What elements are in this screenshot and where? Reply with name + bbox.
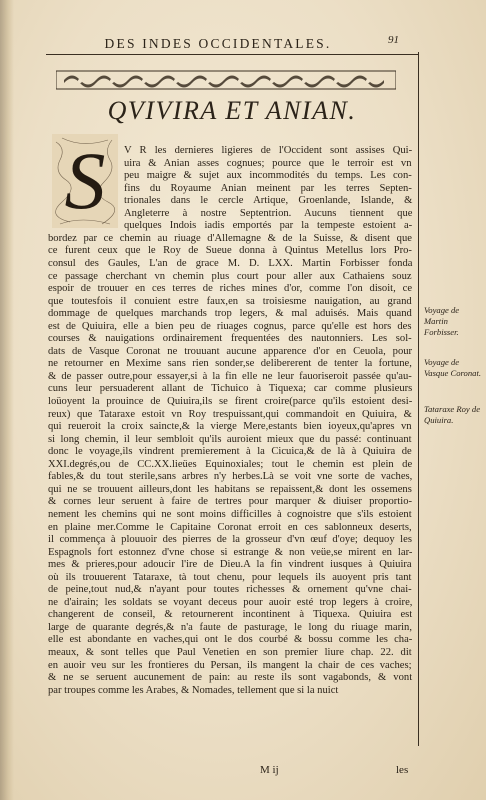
text-line: quelques Indois iadis emportés par la tempeste estoient a- (124, 220, 413, 232)
running-head: DES INDES OCCIDENTALES. (104, 36, 332, 51)
catchword: les (396, 764, 409, 776)
text-line: ce passage cherchant vn chemin plus court pour aller aux Cathaiens souz (48, 270, 412, 282)
text-line: XXI.degrés,ou de CC.XX.lieües Equinoxiales; tout le chemin est plein de (48, 458, 413, 470)
text-line: loüoyent la prouince de Quiuira,ils se firent croire(parce qu'ils estoient desi- (48, 396, 413, 407)
text-line: fins du Royaume Anian meinent par les terres Septen- (124, 182, 412, 194)
text-line: bordez par ce chemin au riuage d'Allemagne & de la Suisse, & disent que (48, 232, 412, 244)
text-line: large de quarante degrés,& n'a faute de pasturage, le long du riuage marin, (48, 621, 412, 633)
text-line: en plaine mer.Comme le Capitaine Coronat erroit en ces sablonneux deserts, (48, 521, 412, 533)
text-line: nement les chemins qui ne sont moins difficilles à cognoistre que s'ils estoient (48, 508, 412, 520)
text-line: en auoir veu sur les frontieres du Persan, ils mangent la chair de ces vaches; (48, 659, 412, 671)
text-line: & cornes leur seruent à faire de tertres pour marquer & diuiser proportio- (48, 496, 413, 508)
text-line: fables,& du tout sterile,sans arbres n'y herbes.Là se voit vne sorte de vaches, (48, 471, 413, 483)
chapter-title: QVIVIRA ET ANIAN. (107, 96, 357, 125)
text-line: espoir de trouuer en ces terres de riches mines d'or, comme l'on disoit, ce (48, 283, 413, 295)
text-line: Angleterre à nostre Septentrion. Aucuns tiennent que (124, 207, 413, 219)
margin-note: Voyage de Martin Forbisser. (424, 305, 460, 337)
text-line: où ils trouuerent Tataraxe, tà tout chenu, pour lequels ils auoyent pris tant (48, 571, 412, 583)
text-line: ce furent ceux que le Roy de Sueue donna à Quintus Metellus lors Pro- (48, 245, 412, 257)
text-line: reux) que Tataraxe estoit vn Roy trespuissant,qui commandoit en Quiuira, & (48, 408, 412, 420)
text-line: changerent de conseil, & retournerent incontinent à Tiquexa. Quiuira est (48, 609, 413, 621)
text-line: que toutesfois il conuient estre faux,en sa troisiesme nauigation, au grand (48, 295, 412, 307)
text-line: dommage de quelques marchands trop legers, & mal aduisés. Mais quand (48, 308, 412, 320)
text-line: donc le voyage,ils vindrent premierement à la Cicuica,& de là à Quiuira de (48, 446, 412, 458)
text-line: ne retourner en Mexime sans rien sonder,se delibererent de tenter la fortune, (48, 358, 412, 370)
margin-note: Voyage de Vasque Coronat. (424, 357, 481, 378)
page-number: 91 (388, 34, 399, 46)
margin-note: Tataraxe Roy de Quiuira. (424, 404, 481, 425)
signature-mark: M ij (260, 764, 279, 776)
text-line: elle est abondante en vaches,qui ont le dos courbé & bossu comme les cha- (48, 634, 413, 646)
text-line: est de Quiuira, elle a bien peu de riuages cognus, parce qu'elle est hors des (48, 320, 412, 332)
text-line: peu maigre & sujet aux incommodités du temps. Les con- (124, 170, 412, 182)
text-line: qui ne se trouuent ailleurs,dont les habitans se repaissent,& dont les ossemens (48, 483, 412, 495)
text-line: ne d'airain; les soldats se voyant deceus pour auoir esté trop legers à croire, (48, 596, 413, 608)
text-line: uira & Anian asses cognues; pource que le terroir est vn (124, 157, 412, 169)
text-line: meaux, & sont telles que Paul Venetien en son premier liure chap. 22. dit (48, 647, 412, 658)
text-line: mes & prieres,pour adoucir l'ire de Dieu.A la fin vindrent iusques à Quiuira (48, 559, 412, 571)
initial-letter: S (64, 135, 106, 226)
text-line: trionales dans le cercle Artique, Groenlande, Islande, & (124, 195, 413, 207)
text-line: & de passer outre,pour essayer,si à la fin elle ne leur fauoriseroit passée qu'au- (48, 370, 412, 382)
text-line: cuns leur persuaderent allant de Tichuico à Tiquexa; car comme plusieurs (48, 383, 413, 395)
text-line: si long chemin, il leur sembloit qu'ils auroient mieux que du passé: continuant (48, 433, 412, 445)
text-line: il commença à plouuoir des pierres de la grosseur d'vn œuf d'oye; dequoy les (48, 534, 412, 546)
text-line: par troupes comme les Arabes, & Nomades, tellement que si la nuict (48, 684, 339, 696)
text-line: Espagnols fort estonnez d'vne chose si estrange & non veüe,se mirent en lar- (48, 546, 413, 558)
text-line: dats de Vasque Coronat ne trouuant aucune apparence d'or en Ceuola, pour (48, 345, 413, 357)
text-line: consul des Gaules, L'an de grace M. D. LXX. Martin Forbisser fonda (48, 257, 413, 269)
text-line: courses & nauigations ordinairement frequentées des nautonniers. Les sol- (48, 333, 412, 345)
text-line: & ne se seruent aucunement de pain: au reste ils sont vagabonds, & vont (48, 672, 413, 684)
text-line: qui reueroit la croix saincte,& la vierge Mere,estants bien ioyeux,qu'apres vn (48, 421, 412, 433)
text-line: V R les dernieres ligieres de l'Occident sont assises Qui- (124, 145, 413, 156)
text-line: de peine,tout nud,& n'ayant pour toutes richesses & ornement qu'vne chai- (48, 584, 412, 596)
